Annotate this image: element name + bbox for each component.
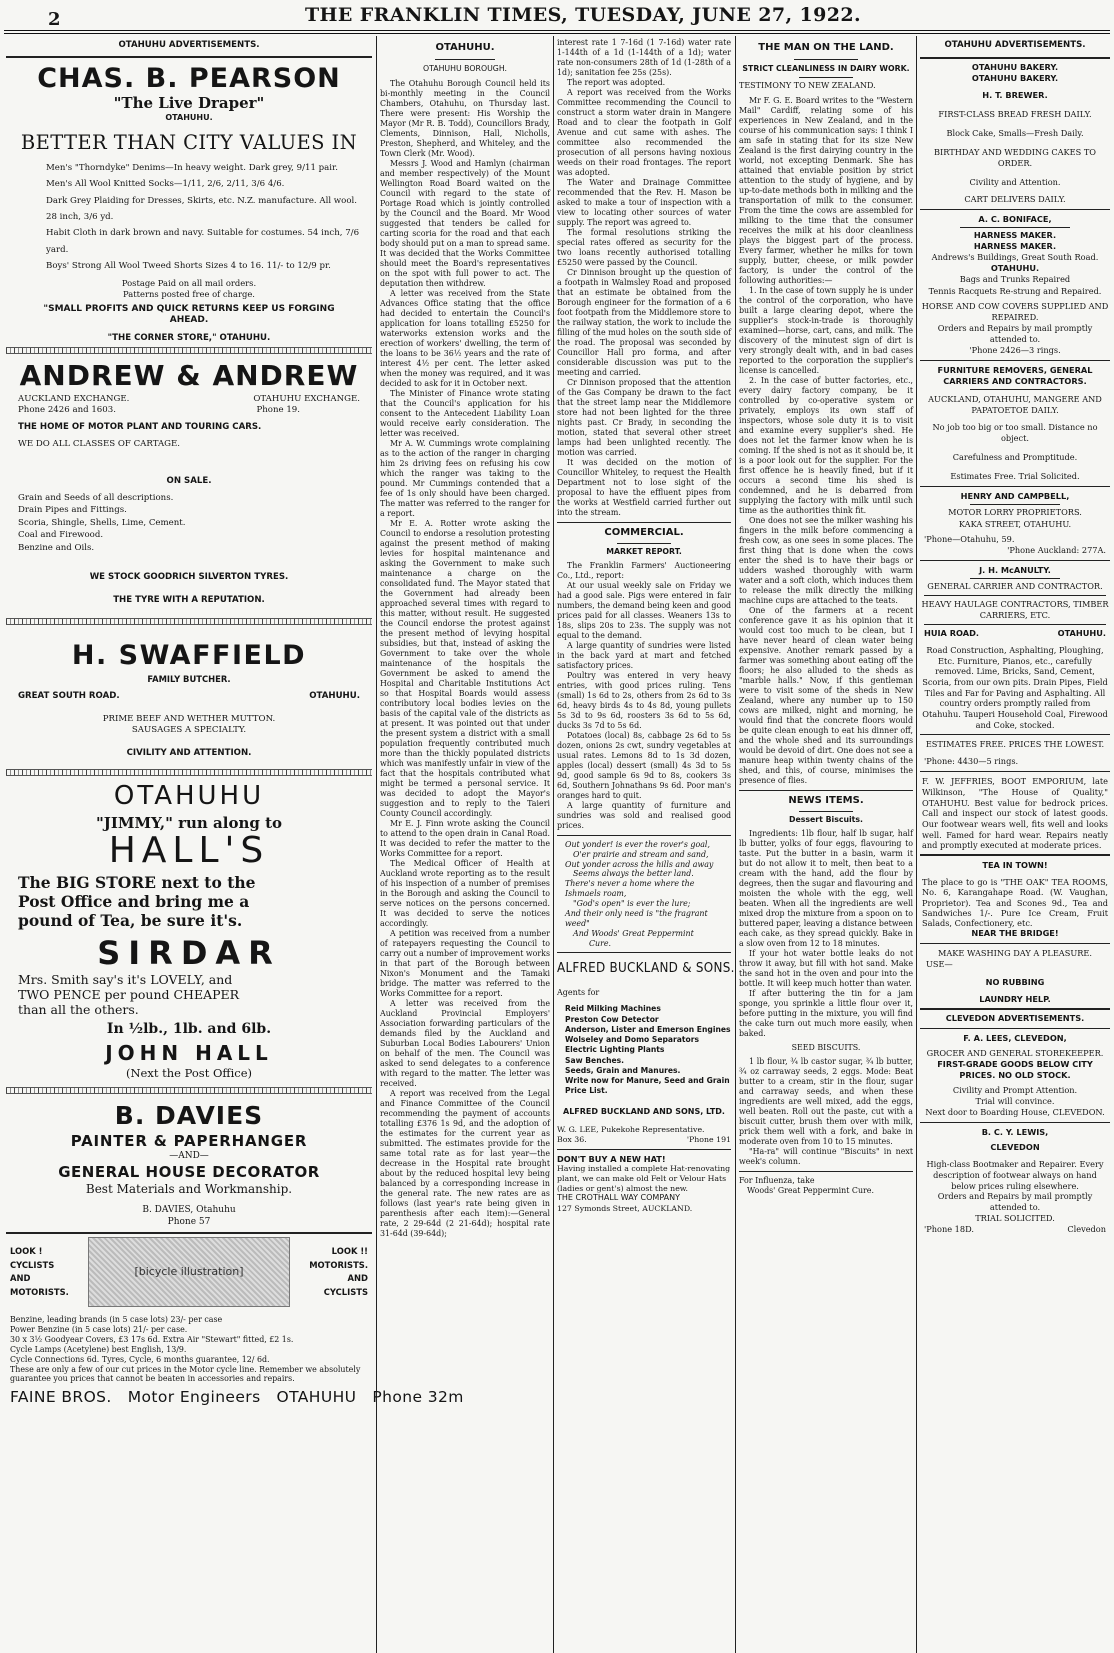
sale-item: Coal and Firewood. <box>18 530 104 541</box>
hall-sizes: In ½lb., 1lb. and 6lb. <box>106 1020 272 1037</box>
pearson-name: CHAS. B. PEARSON <box>37 63 341 94</box>
lewis-place: Clevedon <box>1067 1224 1106 1235</box>
article-paragraph: A petition was received from a number of ratepayers requesting the Council to carry out a number of improvement works in that part of the Borough between Nixon's Monument and the Tamaki bridge. The matter was referred to the Works Committee for a report. <box>380 928 550 998</box>
tea-header: TEA IN TOWN! <box>982 860 1048 870</box>
article-paragraph: A letter was received from the Auckland Provincial Employers' Association forwarding particulars of the demands filed by the Auckland and Suburban Local Bodies Labourers' Union on behalf of the men. The Council was asked to send delegates to a conference with regard to the matter. The letter was received. <box>380 998 550 1088</box>
lewis-phone: 'Phone 18D. <box>924 1224 974 1235</box>
section-header: THE MAN ON THE LAND. <box>758 42 894 53</box>
poem-line: O'er prairie and stream and sand, <box>573 849 709 859</box>
article-paragraph: Messrs J. Wood and Hamlyn (chairman and member respectively) of the Mount Wellington Road Board waited on the Council with regard to the state of Portage Road which is jointly controlled by the Council and the Board. Mr Wood suggested that tenders be called for carting scoria for the road and that each body should put on a man to spread same. It was decided that the Works Committee should meet the Board's representatives on the spot with full power to act. The deputation then withdrew. <box>380 158 550 288</box>
henry-campbell: HENRY AND CAMPBELL, <box>960 491 1070 502</box>
hall-smith: TWO PENCE per pound CHEAPER <box>18 986 240 1002</box>
agency-item: Write now for Manure, Seed and Grain Price List. <box>565 1076 730 1096</box>
lewis-trial: TRIAL SOLICITED. <box>975 1213 1055 1224</box>
pearson-town: OTAHUHU. <box>165 112 213 122</box>
huia-road: HUIA ROAD. <box>924 627 980 638</box>
boniface-name: A. C. BONIFACE, <box>978 214 1052 225</box>
kaka-street: KAKA STREET, OTAHUHU. <box>958 518 1072 529</box>
tennis-line: Tennis Racquets Re-strung and Repaired. <box>928 285 1102 296</box>
agency-item: Preston Cow Detector <box>565 1014 659 1024</box>
andrew-phone-left: Phone 2426 and 1603. <box>18 404 116 415</box>
column-rule <box>553 36 554 1653</box>
ornament-border <box>6 1087 372 1094</box>
recipe-paragraph: If your hot water bottle leaks do not throw it away, but fill with hot sand. Make the sand hot in the oven and pour into the bottle. It will keep much hotter than water. <box>739 948 913 988</box>
dessert-header: Dessert Biscuits. <box>788 814 864 824</box>
motorists-label: MOTORISTS. <box>309 1259 368 1270</box>
agency-item: Seeds, Grain and Manures. <box>565 1065 681 1075</box>
sale-item: Scoria, Shingle, Shells, Lime, Cement. <box>18 517 186 528</box>
agency-item: Saw Benches. <box>565 1055 625 1065</box>
prompt-line: Civility and Prompt Attention. <box>952 1084 1078 1095</box>
hall-smith: Mrs. Smith say's it's LOVELY, and <box>18 971 233 987</box>
article-paragraph: The formal resolutions striking the special rates offered as security for the two loans recently authorised totalling £5250 were passed by the Council. <box>557 228 731 267</box>
poem-line: Cure. <box>589 938 612 948</box>
column-rule <box>916 36 917 1653</box>
trial-line: Trial will convince. <box>975 1096 1055 1106</box>
phone-otahuhu: 'Phone—Otahuhu, 59. <box>924 533 1015 544</box>
crothall-company: THE CROTHALL WAY COMPANY <box>557 1193 680 1203</box>
market-paragraph: A large quantity of sundries were listed in the back yard at mart and fetched satisfactory prices. <box>557 640 731 670</box>
no-rubbing: NO RUBBING <box>985 976 1045 987</box>
recipe-paragraph: 1 lb flour, ¾ lb castor sugar, ¾ lb butter, ¾ oz carraway seeds, 2 eggs. Mode: Beat butter to a cream, stir in the flour, sugar and carraway seeds, and when these ingredients are well mixed, add the eggs, well beaten. Roll out the paste, cut with a biscuit cutter, brush them over with milk, prick them well with a fork, and bake in moderate oven from 10 to 15 minutes. <box>739 1057 913 1147</box>
poem-line: Out yonder across the hills and away <box>565 859 714 869</box>
seed-biscuits-header: SEED BISCUITS. <box>791 1042 861 1052</box>
faine-line: These are only a few of our cut prices in the Motor cycle line. Remember we absolutely guarantee you prices that cannot be beaten in accessories and repairs. <box>10 1364 361 1384</box>
pearson-ad <box>6 64 372 344</box>
sale-item: Benzine and Oils. <box>18 542 95 553</box>
article-paragraph: The Water and Drainage Committee recommended that the Rev. H. Mason be asked to make a tour of inspection with a view to locating other sources of water supply. The report was agreed to. <box>557 178 731 227</box>
news-items-header: NEWS ITEMS. <box>788 795 864 807</box>
andrew-exchange-left: AUCKLAND EXCHANGE. <box>18 393 130 404</box>
sale-item: Drain Pipes and Fittings. <box>18 505 127 516</box>
near-bridge: NEAR THE BRIDGE! <box>971 928 1059 939</box>
hall-john: JOHN HALL <box>105 1040 273 1065</box>
hat-headline: DON'T BUY A NEW HAT! <box>557 1153 666 1164</box>
bread-line: FIRST-CLASS BREAD FRESH DAILY. <box>938 108 1092 119</box>
first-grade: FIRST-GRADE GOODS BELOW CITY PRICES. NO OLD STOCK. <box>937 1058 1093 1080</box>
pearson-postage: Postage Paid on all mail orders. <box>121 278 257 289</box>
column-rule <box>735 36 736 1653</box>
section-subheader: STRICT CLEANLINESS IN DAIRY WORK. <box>742 63 910 73</box>
price-line: Habit Cloth in dark brown and navy. Suitable for costumes. 54 inch, 7/6 yard. <box>46 228 360 255</box>
and-label: AND <box>10 1273 31 1284</box>
price-line: Boys' Strong All Wool Tweed Shorts Sizes 4 to 16. 11/- to 12/9 pr. <box>46 261 331 272</box>
jeffries-ad: F. W. JEFFRIES, BOOT EMPORIUM, late Wilkinson, "The House of Quality," OTAHUHU. Best value for bedrock prices. Call and inspect our stock of latest goods. Our footwear wears well, fits well and looks well. Famed for hard wear. Repairs neatly and promptly executed at moderate prices. <box>922 776 1108 851</box>
market-paragraph: Potatoes (local) 8s, cabbage 2s 6d to 5s dozen, onions 2s cwt, sundry vegetables at usual rates. Lemons 8d to 1s 3d dozen, apples (local) dessert (small) 4s 3d to 5s 9d, good sample 6s 9d to 8s, cookers 3s 6d, Southern Johnathans 9s 6d. Poor man's oranges hard to quit. <box>557 730 731 800</box>
andrew-exchange-right: OTAHUHU EXCHANGE. <box>253 393 360 404</box>
article-paragraph: A report was received from the Works Committee recommending the Council to construct a storm water drain in Mangere Road and to clear the footpath in Golf Avenue and cut same with ashes. The committee also recommended the prosecution of all persons having noxious weeds on their road frontages. The report was adopted. <box>557 88 731 177</box>
article-paragraph: interest rate 1 7-16d (1 7-16d) water rate 1-144th of a 1d (1-144th of a 1d); water rate non-consumers 28th of 1d (1-28th of a 1d); sanitation fee 25s (25s). <box>557 38 731 77</box>
sale-item: Grain and Seeds of all descriptions. <box>18 492 174 503</box>
estimates-line: Estimates Free. Trial Solicited. <box>950 471 1080 482</box>
ornament-border <box>6 769 372 776</box>
faine-line: 30 x 3½ Goodyear Covers, £3 17s 6d. Extra Air "Stewart" fitted, £2 1s. <box>10 1334 294 1344</box>
masthead-rule <box>4 30 1110 34</box>
orders-line: Orders and Repairs by mail promptly attended to. <box>937 322 1093 344</box>
phone-auckland: 'Phone Auckland: 277A. <box>1007 544 1106 555</box>
hall-jimmy: "JIMMY," run along to <box>95 813 283 832</box>
route-line: AUCKLAND, OTAHUHU, MANGERE AND PAPATOETOE DAILY. <box>928 394 1102 416</box>
article-paragraph: Mr A. W. Cummings wrote complaining as to the action of the ranger in charging him 2s driving fees on refusing his cow which the ranger was taking to the pound. Mr Cummings contended that a fee of 1s only should have been charged. The matter was referred to the ranger for a report. <box>380 438 550 518</box>
article-paragraph: The Medical Officer of Health at Auckland wrote reporting as to the result of his inspection of a number of premises in the Borough and asking the Council to serve notices on the persons concerned. It was decided to serve the notices accordingly. <box>380 858 550 928</box>
article-paragraph: The Otahuhu Borough Council held its bi-monthly meeting in the Council Chambers, Otahuhu, on Thursday last. There were present: His Worship the Mayor (Mr R. B. Todd), Councillors Brady, Clements, Dinnison, Hall, Nicholls, Preston, Shepherd, and Whiteley, and the Town Clerk (Mr. Wood). <box>380 78 550 158</box>
article-paragraph: Mr E. J. Finn wrote asking the Council to attend to the open drain in Canal Road. It was decided to refer the matter to the Works Committee for a report. <box>380 818 550 858</box>
grocer-line: GROCER AND GENERAL STOREKEEPER. <box>926 1047 1104 1058</box>
motorcycle-illustration <box>88 1237 290 1307</box>
market-paragraph: At our usual weekly sale on Friday we had a good sale. Pigs were entered in fair numbers, the demand being keen and good prices paid for all classes. Weaners 13s to 18s, slips 20s to 23s. The supply was not equal to the demand. <box>557 580 731 640</box>
davies-address: B. DAVIES, Otahuhu <box>142 1205 236 1216</box>
andrew-on-sale: ON SALE. <box>166 475 212 486</box>
motorists-label: MOTORISTS. <box>10 1286 69 1297</box>
poem-line: And Woods' Great Peppermint <box>573 928 694 938</box>
agency-item: Wolseley and Domo Separators <box>565 1035 700 1044</box>
lewis-name: B. C. Y. LEWIS, <box>981 1127 1049 1138</box>
article-paragraph: Mr F. G. E. Board writes to the "Western Mail" Cardiff, relating some of his experiences in New Zealand, and in the course of his communication says: I think I am safe in stating that for its size New Zealand is the first dairying country in the world, not excepting Denmark. She has attained that enviable position by strict attention to the study of hygiene, and by up-to-date methods both in milking and the transportation of milk to the consumer. From the time the cows are assembled for milking to the time that the consumer receives the milk at his door cleanliness plays the biggest part of the process. Every farmer, whether he milks for town supply, butter, cheese, or milk powder factory, is under the control of the following authorities:— <box>739 96 913 286</box>
crothall-address: 127 Symonds Street, AUCKLAND. <box>557 1203 693 1213</box>
masthead-title: THE FRANKLIN TIMES, TUESDAY, JUNE 27, 1922. <box>305 4 862 26</box>
price-line: Men's "Thorndyke" Denims—In heavy weight. Dark grey, 9/11 pair. <box>46 163 338 174</box>
swaffield-name: H. SWAFFIELD <box>71 639 307 671</box>
cyclists-label: CYCLISTS <box>10 1259 55 1270</box>
column-rule <box>376 36 377 1653</box>
davies-and: —AND— <box>169 1151 209 1162</box>
section-header: OTAHUHU ADVERTISEMENTS. <box>944 40 1086 50</box>
hall-town: OTAHUHU <box>113 781 265 812</box>
swaffield-town: OTAHUHU. <box>309 691 360 702</box>
faine-line: Benzine, leading brands (in 5 case lots) 23/- per case <box>10 1315 223 1325</box>
andrew-cartage: WE DO ALL CLASSES OF CARTAGE. <box>18 438 181 449</box>
mcanulty-name: J. H. McANULTY. <box>979 564 1051 575</box>
price-line: Dark Grey Plaiding for Dresses, Skirts, etc. N.Z. manufacture. All wool. 28 inch, 3/6 yd. <box>46 195 357 223</box>
boniface-phone: 'Phone 2426—3 rings. <box>969 344 1061 355</box>
poem-line: Out yonder! is ever the rover's goal, <box>565 839 710 849</box>
pearson-prices <box>6 156 372 274</box>
laundry-help: LAUNDRY HELP. <box>979 993 1051 1004</box>
swaffield-beef: PRIME BEEF AND WETHER MUTTON. <box>102 714 276 725</box>
section-subheader: OTAHUHU BOROUGH. <box>422 63 508 73</box>
column-otahuhu-borough <box>380 38 550 1653</box>
andrew-phone-right: Phone 19. <box>256 404 300 415</box>
article-paragraph: It was decided on the motion of Councillor Whiteley, to request the Health Department not to lose sight of the proposal to have the effluent pipes from the works at Westfield carried further out into the stream. <box>557 458 731 517</box>
article-paragraph: A report was received from the Legal and Finance Committee of the Council recommending the payment of accounts totalling £376 1s 9d, and the adoption of the estimates for the current year as submitted. The estimates provide for the same total rate as for last year—the decrease in the Hospital rate brought about by the reduced hospital levy being balanced by a corresponding increase in the general rate. The new rates are as follows (last year's rate being given in parenthesis after each item):—General rate, 2 29-64d (2 21-64d); hospital rate 31-64d (39-64d); <box>380 1088 550 1238</box>
column-advertisements-otahuhu <box>6 38 464 1653</box>
andrew-home: THE HOME OF MOTOR PLANT AND TOURING CARS. <box>18 421 262 432</box>
bags-line: Bags and Trunks Repaired <box>959 274 1071 285</box>
andrew-name: ANDREW & ANDREW <box>19 358 359 392</box>
birthday-cakes: BIRTHDAY AND WEDDING CAKES TO ORDER. <box>934 146 1096 168</box>
hall-brand: SIRDAR <box>97 933 281 972</box>
testimony-header: TESTIMONY TO NEW ZEALAND. <box>739 80 876 90</box>
bicycle-icon: [bicycle illustration] <box>134 1265 244 1279</box>
davies-name: B. DAVIES <box>114 1100 264 1130</box>
hall-smith: than all the others. <box>18 1001 139 1017</box>
general-carrier: GENERAL CARRIER AND CONTRACTOR. <box>927 580 1103 591</box>
pearson-motto: "SMALL PROFITS AND QUICK RETURNS KEEP US FORGING AHEAD. <box>43 303 335 326</box>
andrew-tyres: WE STOCK GOODRICH SILVERTON TYRES. <box>89 571 289 582</box>
lorry-line: MOTOR LORRY PROPRIETORS. <box>948 507 1082 518</box>
article-paragraph: One of the farmers at a recent conference gave it as his opinion that it would cost too much to be clean, but I have never heard of clean water being expensive. Another remark passed by a farmer was something about eating off the floors; he also alluded to the sheds as "marble halls." Now, if this gentleman were to visit some of the sheds in New Zealand, where any number up to 150 cows are milked, night and morning, he would find that the concrete floors would be quite clean enough to eat his dinner off, and the whole shed and its surroundings would be devoid of dirt. One does not see a manure heap within twenty chains of the shed, and this, of course, minimises the presence of flies. <box>739 606 913 786</box>
harness-maker: HARNESS MAKER. <box>973 230 1057 241</box>
swaffield-civility: CIVILITY AND ATTENTION. <box>126 748 252 759</box>
influenza-line: For Influenza, take <box>739 1176 815 1186</box>
article-paragraph: Cr Dinnison brought up the question of a footpath in Walmsley Road and proposed that an estimate be obtained from the Borough engineer for the formation of a 6 foot footpath from the Middlemore store to the railway station, the work to include the filling of the mud holes on the south side of the road. The proposal was seconded by Councillor Hall pro forma, and after considerable discussion was put to the meeting and carried. <box>557 268 731 377</box>
market-paragraph: Poultry was entered in very heavy entries, with good prices ruling. Tens (small) 1s 6d to 2s, others from 2s 6d to 3s 6d, heavy birds 4s to 4s 8d, young pullets 5s 3d to 9s 6d, roosters 3s 6d to 5s 6d, ducks 3s 7d to 5s 6d. <box>557 670 731 730</box>
swaffield-ad <box>6 639 372 759</box>
bakery-title: OTAHUHU BAKERY. <box>971 72 1059 83</box>
article-paragraph: 1. In the case of town supply he is under the control of the corporation, who have built a large clearing depot, where the supplier's stock-in-trade is thoroughly examined—horse, cart, cans, and milk. The discovery of the minutest sign of dirt is very strongly dealt with, and in bad cases reported to the corporation the supplier's license is cancelled. <box>739 286 913 376</box>
no-job-line: No job too big or too small. Distance no object. <box>932 422 1098 444</box>
davies-trade: PAINTER & PAPERHANGER <box>70 1131 308 1150</box>
agency-item: Anderson, Lister and Emerson Engines <box>565 1024 731 1034</box>
market-paragraph: A large quantity of furniture and sundries was sold and realised good prices. <box>557 800 731 830</box>
boniface-town: OTAHUHU. <box>990 263 1040 274</box>
article-paragraph: The Minister of Finance wrote stating that the Council's application for his consent to the Antecedent Liability Loan would receive early consideration. The letter was received. <box>380 388 550 438</box>
use-label: USE— <box>926 959 953 970</box>
covers-line: HORSE AND COW COVERS SUPPLIED AND REPAIRED. <box>921 300 1109 322</box>
faine-line: Cycle Connections 6d. Tyres, Cycle, 6 months guarantee, 12/ 6d. <box>10 1354 270 1364</box>
poem-line: Seems always the better land. <box>573 869 694 879</box>
agency-item: Reid Milking Machines <box>565 1004 661 1014</box>
davies-phone: Phone 57 <box>167 1216 211 1227</box>
column-advertisements-right <box>920 38 1110 1653</box>
poem-line: "God's open" is ever the lure; <box>573 899 691 909</box>
mcanulty-services: Road Construction, Asphalting, Ploughing, Etc. Furniture, Pianos, etc., carefully removed. Lime, Bricks, Sand, Cement, Scoria, from our own pits. Drain Pipes, Field Tiles and Far for Paving and Asphalting. All country orders promptly railed from Otahuhu. Tauperi Household Coal, Firewood and Coke, stocked. <box>922 645 1108 730</box>
buckland-title: ALFRED BUCKLAND & SONS. <box>557 961 735 977</box>
poem-line: And their only need is "the fragrant weed" <box>565 908 708 928</box>
ornament-border <box>6 347 372 354</box>
huia-town: OTAHUHU. <box>1057 627 1106 638</box>
poem-line: There's never a home where the Ishmaels roam, <box>565 879 695 899</box>
look-label: LOOK ! <box>10 1246 43 1257</box>
davies-general: GENERAL HOUSE DECORATOR <box>58 1162 320 1181</box>
care-line: Carefulness and Promptitude. <box>952 452 1078 463</box>
hall-ad <box>6 780 372 1081</box>
column-man-on-the-land <box>739 38 913 1653</box>
market-report-header: MARKET REPORT. <box>606 546 682 556</box>
davies-ad <box>6 1100 372 1228</box>
buckland-phone: 'Phone 191 <box>686 1134 731 1144</box>
tea-body: The place to go is "THE OAK" TEA ROOMS, No. 6, Karangahape Road. (W. Vaughan, Proprietor). Tea and Scones 9d., Tea and Sandwiches 1/-. Pure Ice Cream, Fruit Salads, Confectionery, etc. <box>922 877 1108 929</box>
pearson-store: "THE CORNER STORE," OTAHUHU. <box>107 332 271 343</box>
faine-footer: FAINE BROS. Motor Engineers OTAHUHU Phone 32m <box>10 1388 464 1407</box>
civility-line: Civility and Attention. <box>969 177 1061 188</box>
ornament-border <box>6 618 372 625</box>
block-cake: Block Cake, Smalls—Fresh Daily. <box>946 127 1084 138</box>
lewis-orders: Orders and Repairs by mail promptly attended to. <box>937 1191 1093 1213</box>
swaffield-road: GREAT SOUTH ROAD. <box>18 691 120 702</box>
commercial-header: COMMERCIAL. <box>604 527 684 538</box>
buckland-ltd: ALFRED BUCKLAND AND SONS, LTD. <box>563 1106 725 1116</box>
recipe-paragraph: "Ha-ra" will continue "Biscuits" in next week's column. <box>739 1147 913 1167</box>
heavy-haulage: HEAVY HAULAGE CONTRACTORS, TIMBER CARRIERS, ETC. <box>921 598 1109 620</box>
look-label: LOOK !! <box>331 1246 368 1257</box>
hat-body: Having installed a complete Hat-renovating plant, we can make old Felt or Velour Hats (ladies or gent's) almost the new. <box>557 1164 731 1193</box>
market-paragraph: The Franklin Farmers' Auctioneering Co., Ltd., report: <box>557 560 731 580</box>
lewis-town: CLEVEDON <box>990 1142 1040 1153</box>
cyclists-label: CYCLISTS <box>323 1286 368 1297</box>
article-paragraph: One does not see the milker washing his fingers in the milk before commencing a fresh cow, as one sees in some places. The first thing that is done when the cows enter the shed is to have their bags or udders washed thoroughly with warm water and a soft cloth, which induces them to release the milk directly the milking machine cups are attached to the teats. <box>739 516 913 606</box>
furniture-removers: FURNITURE REMOVERS, GENERAL CARRIERS AND CONTRACTORS. <box>937 364 1093 386</box>
hall-big-line: pound of Tea, be sure it's. <box>18 911 243 931</box>
agency-item: Electric Lighting Plants <box>565 1045 665 1055</box>
clevedon-header: CLEVEDON ADVERTISEMENTS. <box>945 1012 1085 1023</box>
pearson-tagline: "The Live Draper" <box>113 93 265 112</box>
cart-delivers: CART DELIVERS DAILY. <box>964 194 1066 205</box>
peppermint-poem <box>557 840 731 949</box>
brewer-name: H. T. BREWER. <box>982 89 1048 100</box>
masthead <box>0 0 1114 34</box>
bakery-title: OTAHUHU BAKERY. <box>971 61 1059 72</box>
pearson-patterns: Patterns posted free of charge. <box>123 289 255 300</box>
hall-name: HALL'S <box>108 829 270 871</box>
davies-best: Best Materials and Workmanship. <box>85 1181 293 1196</box>
hall-big-line: Post Office and bring me a <box>18 892 250 912</box>
pearson-slogan: BETTER THAN CITY VALUES IN <box>20 131 358 155</box>
section-header: OTAHUHU. <box>435 42 495 53</box>
harness-maker: HARNESS MAKER. <box>973 241 1057 252</box>
lewis-body: High-class Bootmaker and Repairer. Every description of footwear always on hand below prices ruling elsewhere. <box>926 1159 1104 1191</box>
boniface-buildings: Andrews's Buildings, Great South Road. <box>931 252 1099 263</box>
page-number: 2 <box>48 9 61 30</box>
mcanulty-phone: 'Phone: 4430—5 rings. <box>924 756 1019 767</box>
recipe-paragraph: Ingredients: 1lb flour, half lb sugar, half lb butter, yolks of four eggs, flavouring to taste. Put the butter in a basin, warm it but do not allow it to melt, then beat to a cream with the hand, add the flour by degrees, then the sugar and flavouring and moisten the whole with the egg, well beaten. When all the ingredients are well mixed drop the mixture from a spoon on to buttered paper, leaving a distance between each cake, as they spread quickly. Bake in a slow oven from 12 to 18 minutes. <box>739 828 913 948</box>
swaffield-trade: FAMILY BUTCHER. <box>147 673 231 684</box>
agents-label: Agents for <box>557 988 600 998</box>
column-commercial <box>557 38 735 1653</box>
recipe-paragraph: If after buttering the tin for a jam sponge, you sprinkle a little flour over it, before putting in the mixture, you will find the cake turn out much more easily, when baked. <box>739 988 913 1038</box>
lee-representative: W. G. LEE, Pukekohe Representative. <box>557 1124 705 1134</box>
article-paragraph: Mr E. A. Rotter wrote asking the Council to endorse a resolution protesting against the present method of making levies for hospital maintenance and asking the Government to make such maintenance a charge on the consolidated fund. The Mayor stated that the Government had already been approached several times with regard to this matter, without result. He suggested the Council endorse the protest against the present method of levying hospital subsidies, but that, instead of asking the Government to take over the whole maintenance of the hospitals the Government be asked to amend the Hospital and Charitable Institutions Act so that Hospital Boards would assess contributory local bodies levies on the basis of the capital vale of the districts as at present. It was pointed out that under the present system a district with a small population frequently contributed much more than the thickly populated districts which was manifestly unfair in view of the fact that the hospitals contributed what might be termed a personal service. It was decided to adopt the Mayor's suggestion and to reply to the Taieri County Council accordingly. <box>380 518 550 818</box>
faine-line: Power Benzine (in 5 case lots) 21/- per case. <box>10 1325 188 1335</box>
next-door: Next door to Boarding House, CLEVEDON. <box>925 1107 1105 1118</box>
andrew-reputation: THE TYRE WITH A REPUTATION. <box>113 594 265 605</box>
faine-line: Cycle Lamps (Acetylene) best English, 13/9. <box>10 1344 187 1354</box>
andrew-ad <box>6 358 372 606</box>
lees-name: F. A. LEES, CLEVEDON, <box>963 1032 1067 1043</box>
washing-day: MAKE WASHING DAY A PLEASURE. <box>938 948 1092 959</box>
article-paragraph: 2. In the case of butter factories, etc., every dairy factory company, be it controlled by co-operative system or privately, employs its own staff of inspectors, whose sole duty it is to visit and examine every supplier's shed. He does not let the farmer know when he is coming. If the shed is not as it should be, it is a poor look out for the supplier. For the first offence he is heavily fined, but if it occurs a second time his shed is condemned, and he is debarred from supplying the factory with milk until such time as the authorities think fit. <box>739 376 913 516</box>
estimates-prices: ESTIMATES FREE. PRICES THE LOWEST. <box>925 739 1105 750</box>
box-number: Box 36. <box>557 1134 587 1144</box>
peppermint-line: Woods' Great Peppermint Cure. <box>747 1186 874 1196</box>
article-paragraph: Cr Dinnison proposed that the attention of the Gas Company be drawn to the fact that the street lamp near the Middlemore store had not been lighted for the three nights past. Cr Brady, in seconding the motion, stated that several other street lamps had been unlighted recently. The motion was carried. <box>557 378 731 457</box>
faine-ad <box>6 1237 464 1408</box>
hall-next: (Next the Post Office) <box>126 1066 252 1081</box>
hall-big-line: The BIG STORE next to the <box>18 872 256 892</box>
price-line: Men's All Wool Knitted Socks—1/11, 2/6, 2/11, 3/6 4/6. <box>46 179 285 190</box>
article-paragraph: The report was adopted. <box>567 78 666 87</box>
swaffield-sausages: SAUSAGES A SPECIALTY. <box>131 725 247 736</box>
and-label: AND <box>347 1273 368 1284</box>
section-header: OTAHUHU ADVERTISEMENTS. <box>118 40 260 50</box>
article-paragraph: A letter was received from the State Advances Office stating that the office had decided to entertain the Council's application for loans totalling £5250 for waterworks extension works and the erection of workers' dwelling, the term of the loans to be 36½ years and the rate of interest 4½ per cent. The letter asked when the money was required, and it was decided to ask for it in October next. <box>380 288 550 388</box>
